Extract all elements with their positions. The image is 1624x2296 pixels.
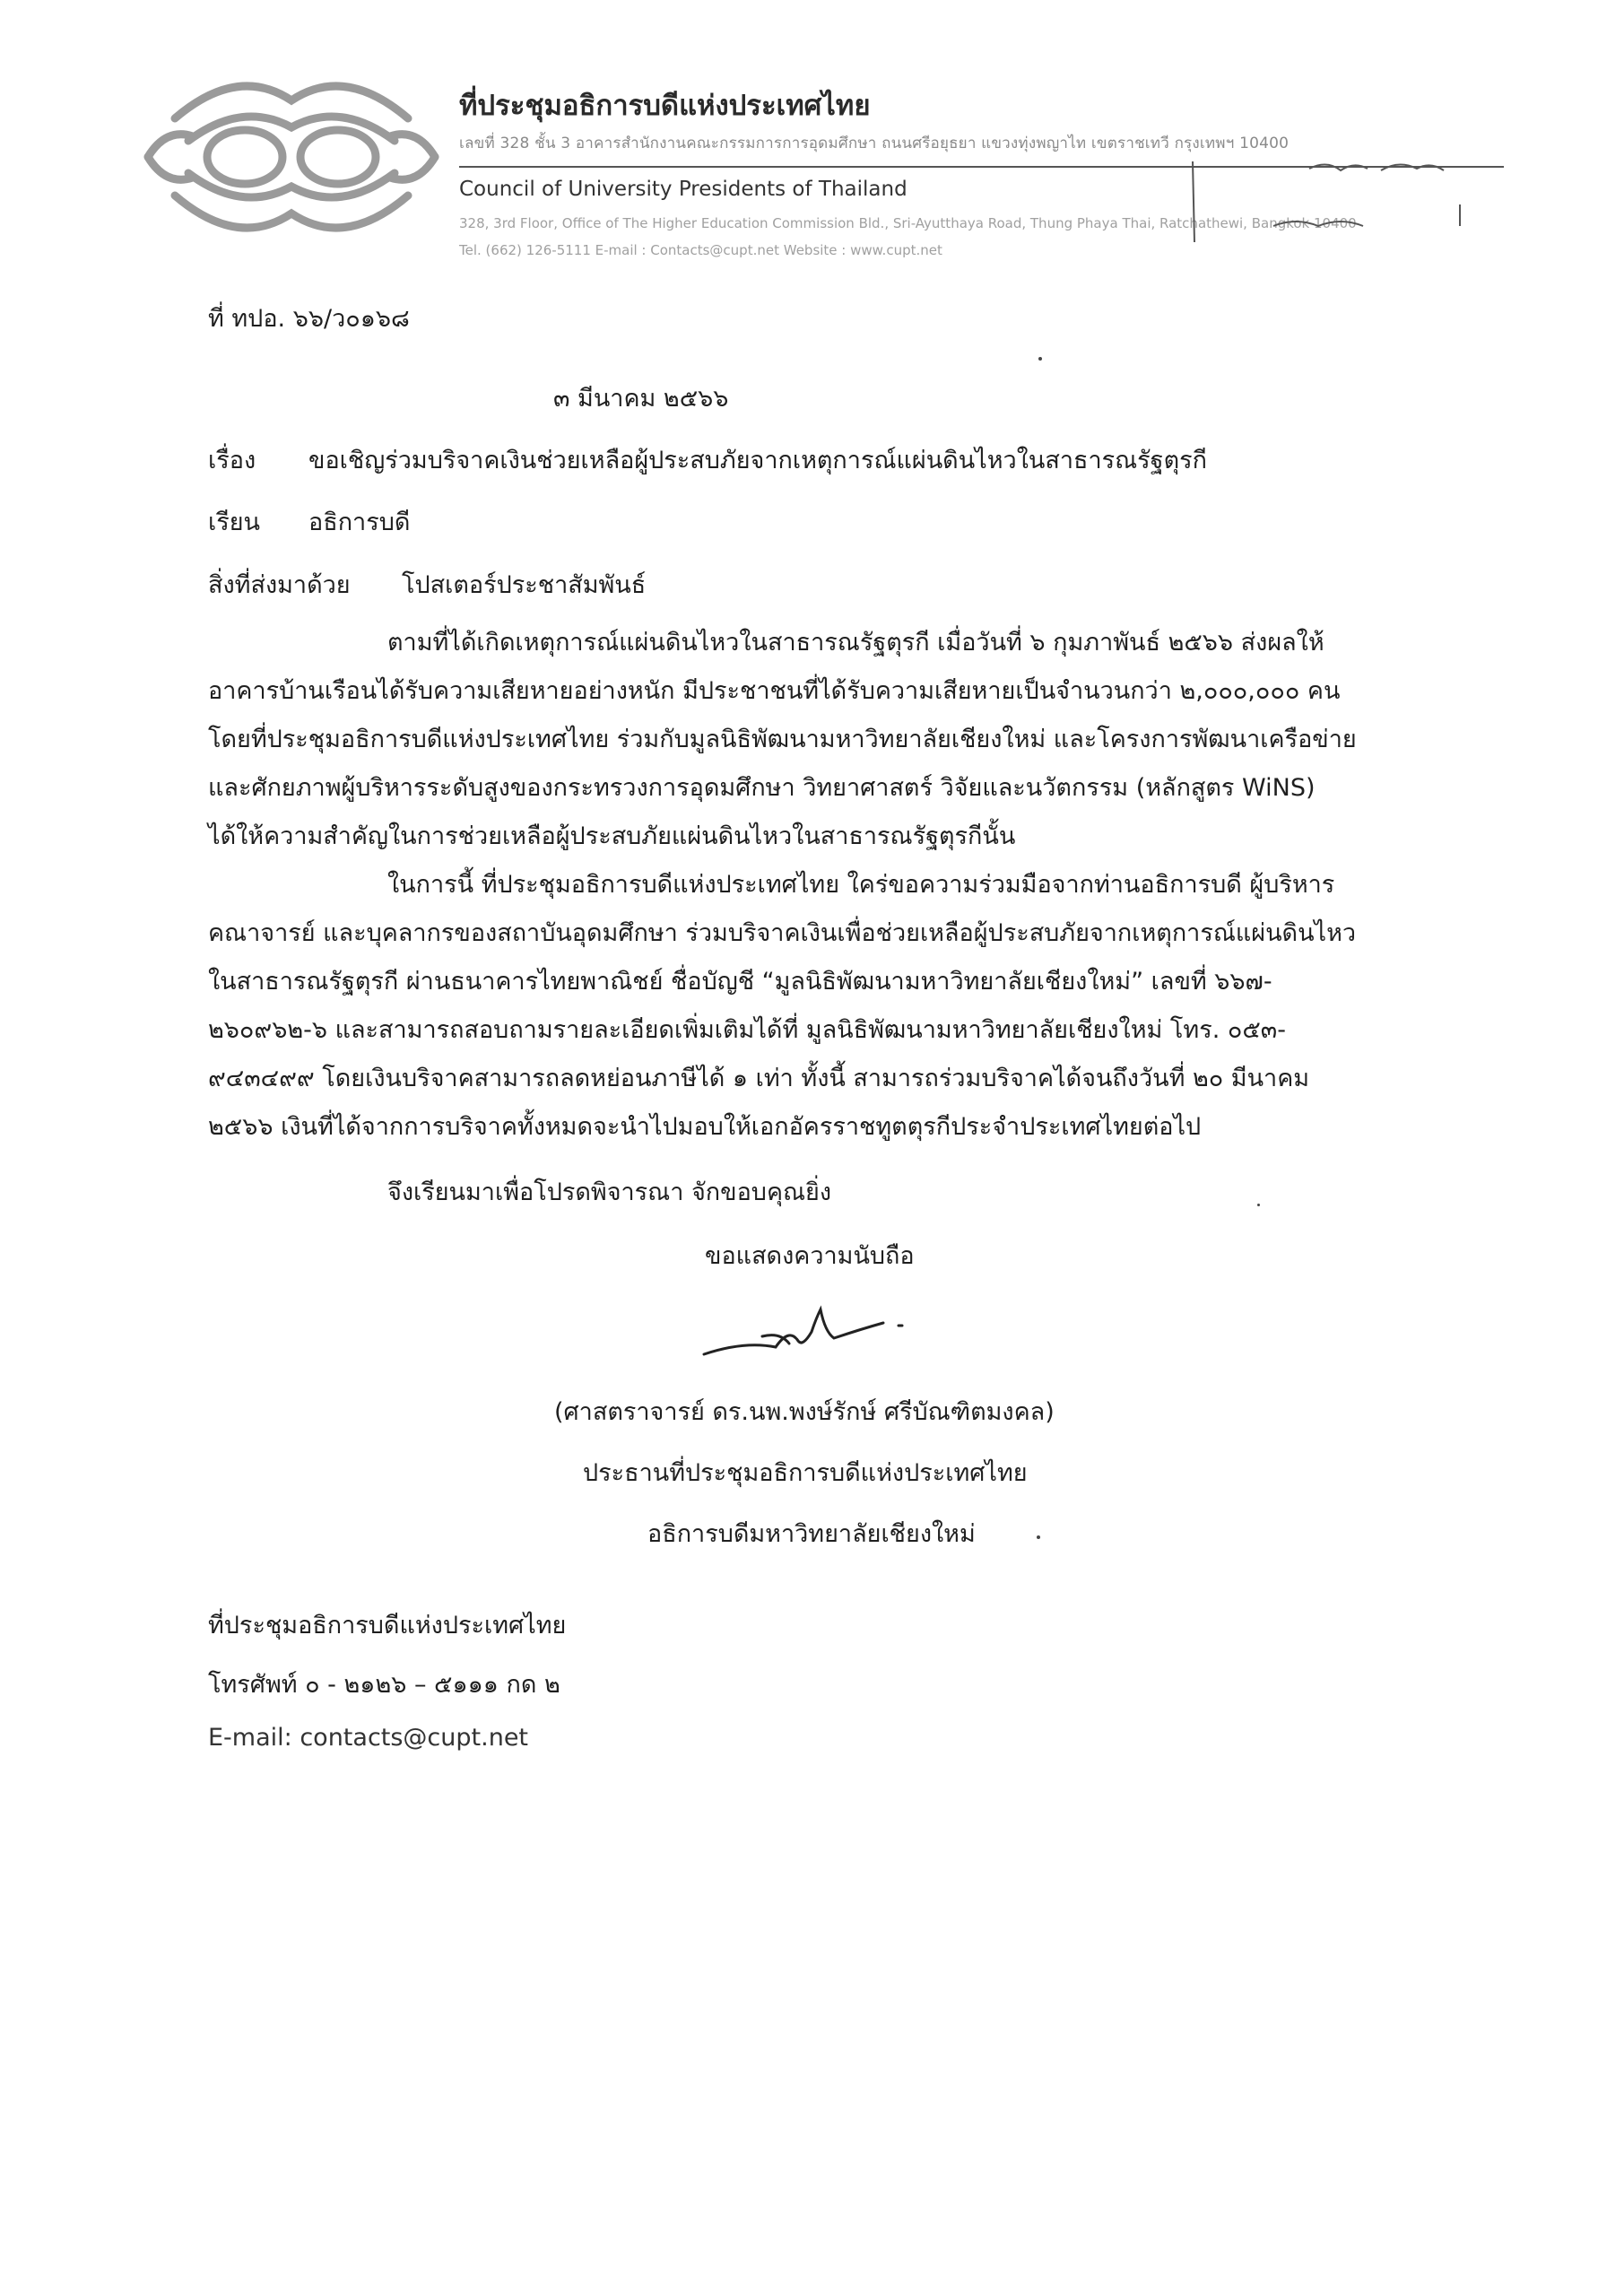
signer-position-2: อธิการบดีมหาวิทยาลัยเชียงใหม่ — [647, 1520, 976, 1548]
paragraph-line: โดยที่ประชุมอธิการบดีแห่งประเทศไทย ร่วมกับมูลนิธิพัฒนามหาวิทยาลัยเชียงใหม่ และโครงการพัฒนาเครือข่าย — [208, 726, 1357, 753]
enclosure-label: สิ่งที่ส่งมาด้วย — [208, 571, 351, 599]
cupt-logo-icon — [139, 56, 444, 258]
speck — [1037, 1535, 1040, 1539]
paragraph-line: ได้ให้ความสำคัญในการช่วยเหลือผู้ประสบภัยแผ่นดินไหวในสาธารณรัฐตุรกีนั้น — [208, 822, 1016, 850]
contact-en: Tel. (662) 126-5111 E-mail : Contacts@cupt.net Website : www.cupt.net — [459, 242, 942, 258]
org-name-th: ที่ประชุมอธิการบดีแห่งประเทศไทย — [459, 90, 871, 122]
signer-position-1: ประธานที่ประชุมอธิการบดีแห่งประเทศไทย — [583, 1459, 1028, 1487]
paragraph-line: ๙๔๓๔๙๙ โดยเงินบริจาคสามารถลดหย่อนภาษีได้ ๑ เท่า ทั้งนี้ สามารถร่วมบริจาคได้จนถึงวันที่ ๒๐ มีนาคม — [208, 1065, 1310, 1092]
footer-org: ที่ประชุมอธิการบดีแห่งประเทศไทย — [208, 1612, 567, 1639]
signer-name: (ศาสตราจารย์ ดร.นพ.พงษ์รักษ์ ศรีบัณฑิตมงคล) — [554, 1398, 1055, 1426]
to-label: เรียน — [208, 509, 261, 536]
footer-phone: โทรศัพท์ ๐ - ๒๑๒๖ – ๕๑๑๑ กด ๒ — [208, 1671, 560, 1699]
speck — [1038, 357, 1042, 361]
signature-icon — [690, 1292, 924, 1372]
to-text: อธิการบดี — [308, 509, 411, 536]
regards-text: ขอแสดงความนับถือ — [705, 1242, 915, 1270]
body-paragraph-2 — [208, 861, 1437, 1152]
reference-number: ที่ ทปอ. ๖๖/ว๐๑๖๘ — [208, 305, 410, 333]
paragraph-line: และศักยภาพผู้บริหารระดับสูงของกระทรวงการอุดมศึกษา วิทยาศาสตร์ วิจัยและนวัตกรรม (หลักสูตร WiNS) — [208, 774, 1316, 802]
speck — [1257, 1204, 1260, 1206]
paragraph-line: อาคารบ้านเรือนได้รับความเสียหายอย่างหนัก มีประชาชนที่ได้รับความเสียหายเป็นจำนวนกว่า ๒,๐๐๐,๐๐๐ คน — [208, 677, 1341, 705]
address-th: เลขที่ 328 ชั้น 3 อาคารสำนักงานคณะกรรมการการอุดมศึกษา ถนนศรีอยุธยา แขวงทุ่งพญาไท เขตราชเทวี กรุงเทพฯ 10400 — [459, 135, 1290, 152]
paragraph-line: ในสาธารณรัฐตุรกี ผ่านธนาคารไทยพาณิชย์ ชื่อบัญชี “มูลนิธิพัฒนามหาวิทยาลัยเชียงใหม่” เลขที่ ๖๖๗- — [208, 968, 1272, 996]
subject-label: เรื่อง — [208, 447, 256, 474]
handwritten-mark-icon — [1175, 144, 1462, 251]
subject-text: ขอเชิญร่วมบริจาคเงินช่วยเหลือผู้ประสบภัยจากเหตุการณ์แผ่นดินไหวในสาธารณรัฐตุรกี — [308, 447, 1207, 474]
address-en: 328, 3rd Floor, Office of The Higher Education Commission Bld., Sri-Ayutthaya Road, Thung Phaya Thai, Ratchathewi, Bangkok 10400 — [459, 215, 1357, 231]
paragraph-line: คณาจารย์ และบุคลากรของสถาบันอุดมศึกษา ร่วมบริจาคเงินเพื่อช่วยเหลือผู้ประสบภัยจากเหตุการณ์แผ่นดินไหว — [208, 919, 1357, 947]
paragraph-line: ตามที่ได้เกิดเหตุการณ์แผ่นดินไหวในสาธารณรัฐตุรกี เมื่อวันที่ ๖ กุมภาพันธ์ ๒๕๖๖ ส่งผลให้ — [387, 629, 1324, 657]
paragraph-line: ๒๕๖๖ เงินที่ได้จากการบริจาคทั้งหมดจะนำไปมอบให้เอกอัครราชทูตตุรกีประจำประเทศไทยต่อไป — [208, 1113, 1202, 1141]
body-paragraph-1 — [208, 619, 1437, 861]
closing-text: จึงเรียนมาเพื่อโปรดพิจารณา จักขอบคุณยิ่ง — [387, 1178, 832, 1206]
paragraph-line: ในการนี้ ที่ประชุมอธิการบดีแห่งประเทศไทย ใคร่ขอความร่วมมือจากท่านอธิการบดี ผู้บริหาร — [387, 871, 1335, 899]
paragraph-line: ๒๖๐๙๖๒-๖ และสามารถสอบถามรายละเอียดเพิ่มเติมได้ที่ มูลนิธิพัฒนามหาวิทยาลัยเชียงใหม่ โทร. ๐๕๓- — [208, 1016, 1286, 1044]
enclosure-text: โปสเตอร์ประชาสัมพันธ์ — [402, 571, 647, 599]
letter-date: ๓ มีนาคม ๒๕๖๖ — [553, 385, 729, 413]
org-name-en: Council of University Presidents of Thailand — [459, 178, 908, 201]
footer-email: E-mail: contacts@cupt.net — [208, 1724, 529, 1752]
